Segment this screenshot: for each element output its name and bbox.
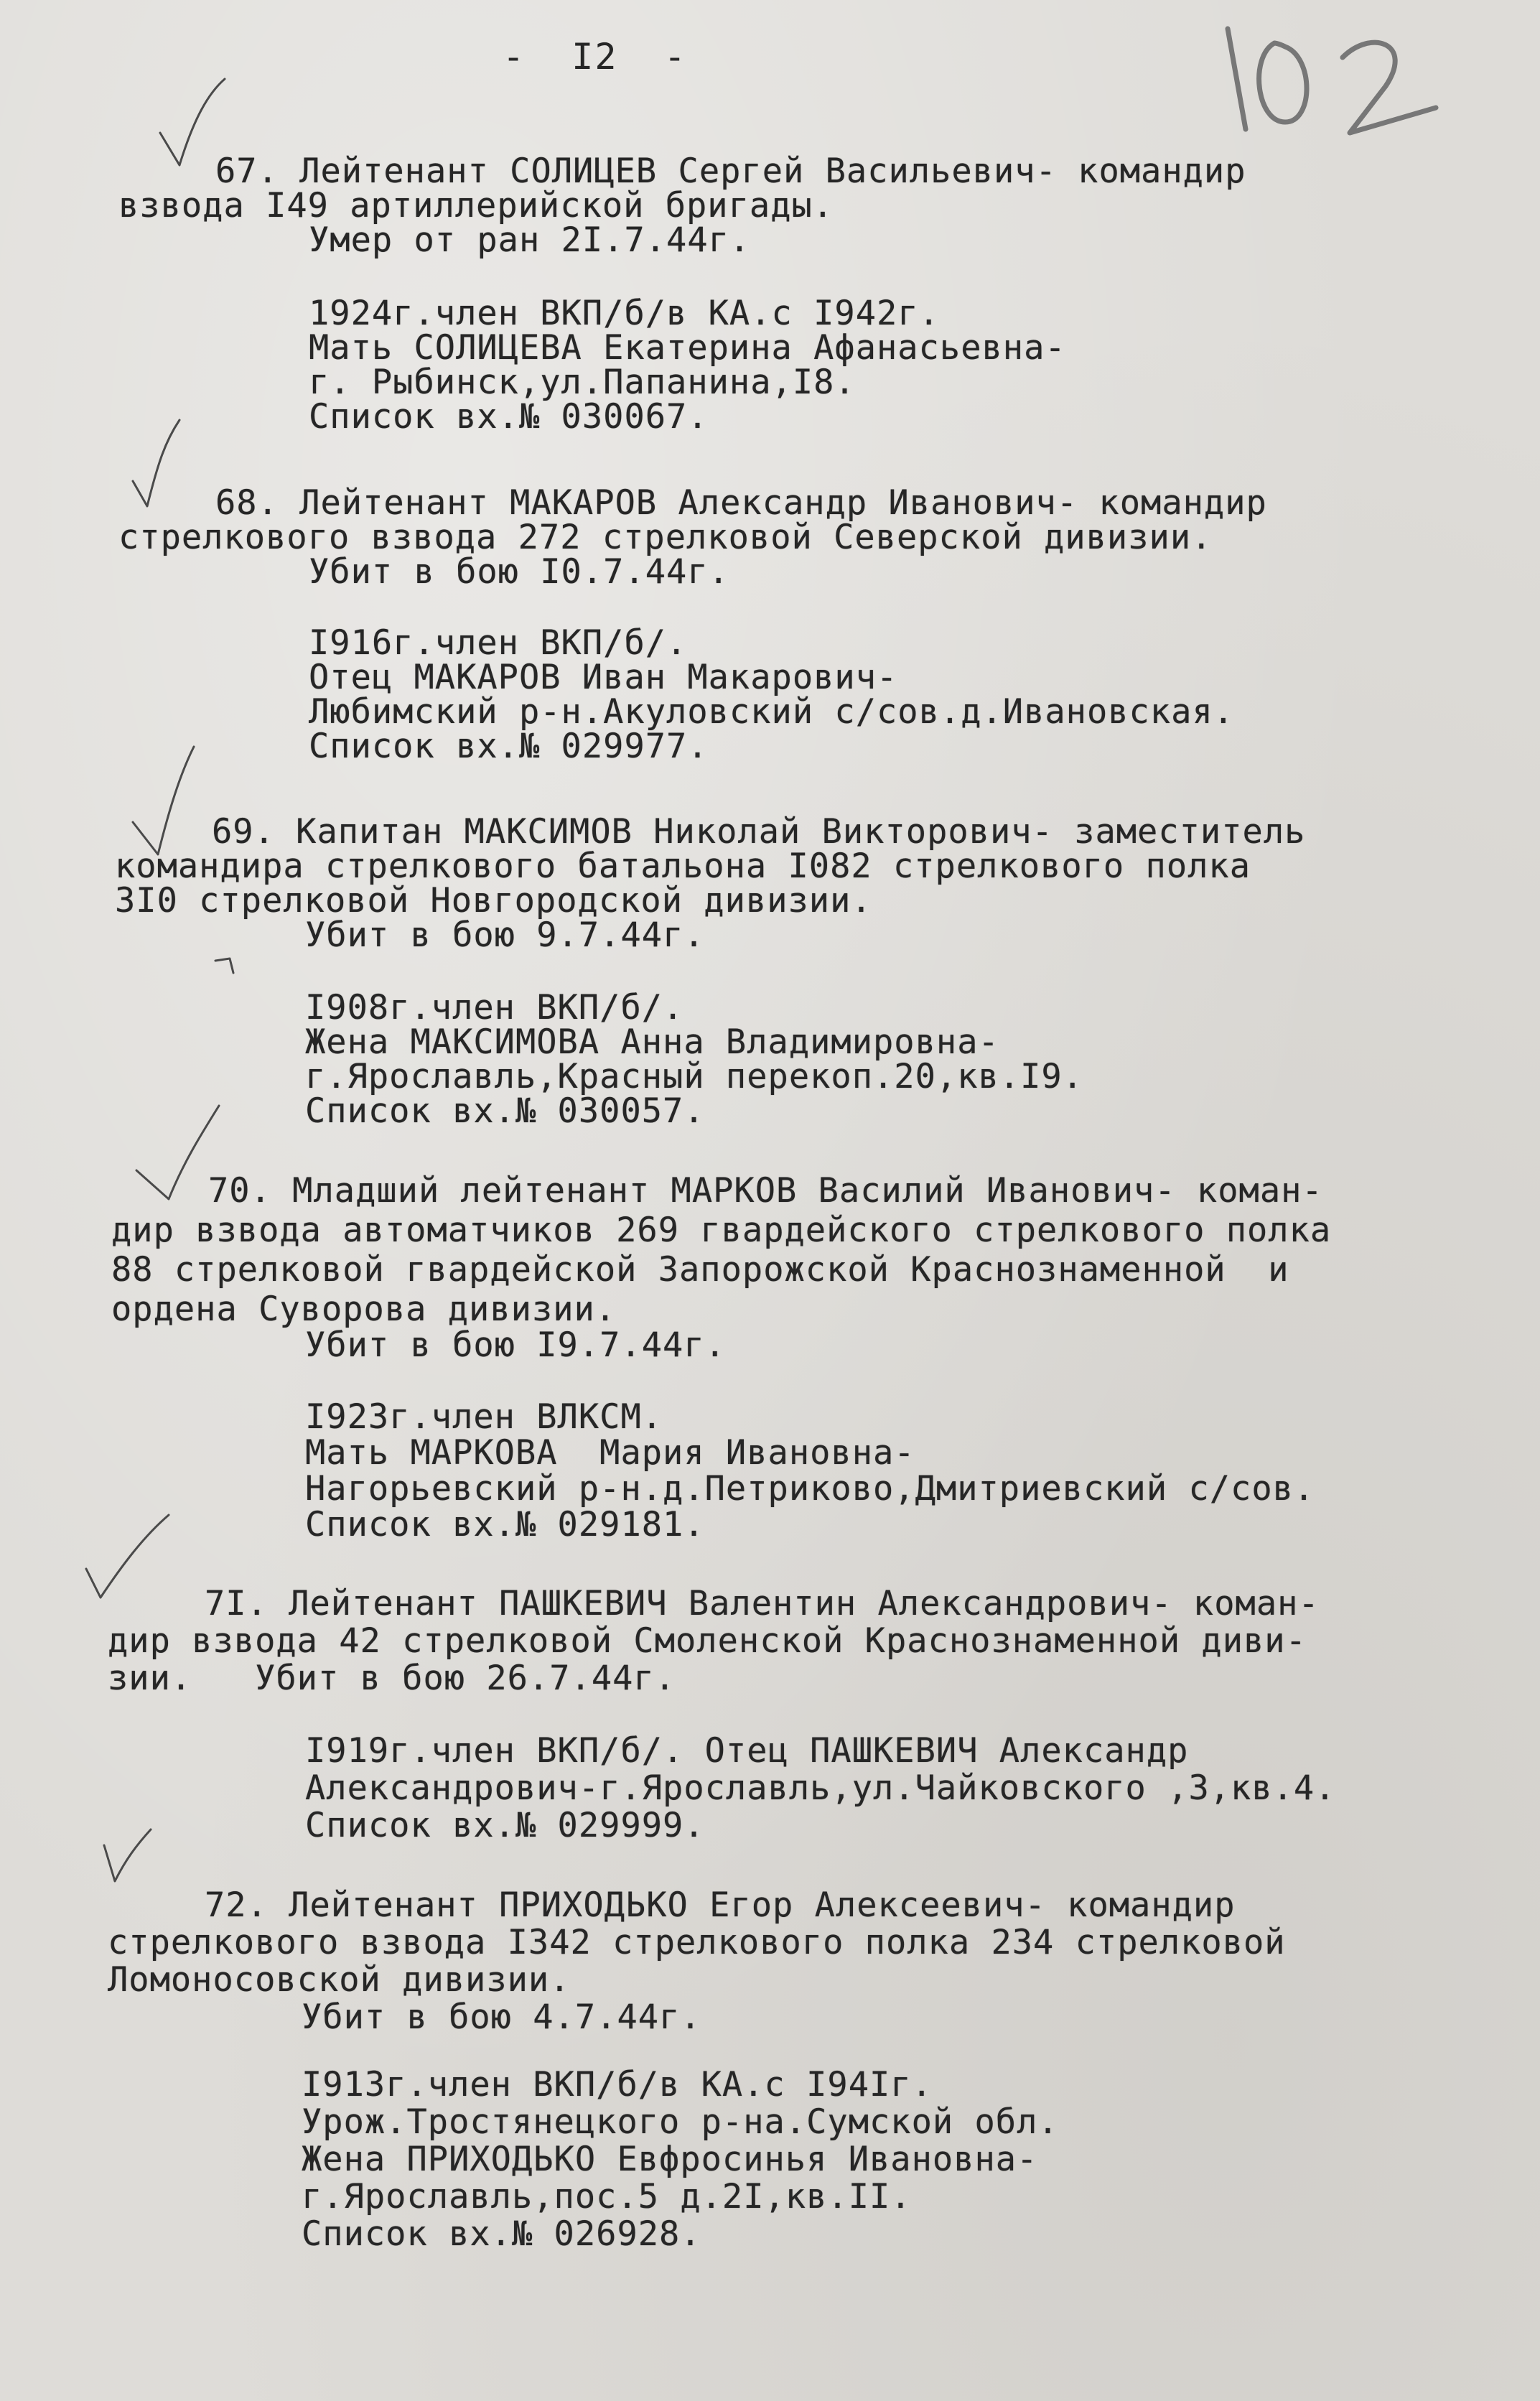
entry-70-line-3: 88 стрелковой гвардейской Запорожской Краснознаменной и (111, 1250, 1289, 1290)
entry-70-line-1: 70. Младший лейтенант МАРКОВ Василий Иванович- коман- (208, 1171, 1323, 1211)
entry-72-line-9: Список вх.№ 026928. (302, 2214, 701, 2254)
entry-70-line-6: I923г.член ВЛКСМ. (305, 1397, 663, 1437)
entry-70-line-5: Убит в бою I9.7.44г. (305, 1325, 726, 1365)
check-mark-icon (129, 740, 201, 862)
entry-72-line-7: Жена ПРИХОДЬКО Евфросинья Ивановна- (302, 2140, 1038, 2179)
entry-71-line-3: зии. Убит в бою 26.7.44г. (108, 1659, 676, 1698)
entry-71-line-1: 7I. Лейтенант ПАШКЕВИЧ Валентин Александрович- коман- (205, 1584, 1320, 1623)
page-number: - I2 - (503, 36, 687, 78)
entry-70-line-7: Мать МАРКОВА Мария Ивановна- (305, 1433, 915, 1473)
entry-67-line-4: 1924г.член ВКП/б/в КА.с I942г. (309, 294, 940, 333)
entry-70-line-8: Нагорьевский р-н.д.Петриково,Дмитриевский с/сов. (305, 1469, 1315, 1509)
entry-67-line-6: г. Рыбинск,ул.Папанина,I8. (309, 363, 856, 402)
entry-69-line-4: Убит в бою 9.7.44г. (305, 915, 705, 955)
entry-71-line-2: дир взвода 42 стрелковой Смоленской Краснознаменной диви- (108, 1621, 1307, 1661)
entry-72-line-8: г.Ярославль,пос.5 д.2I,кв.II. (302, 2177, 912, 2216)
check-mark-icon (129, 413, 194, 513)
archive-number-handwritten (1206, 14, 1465, 151)
entry-72-line-5: I913г.член ВКП/б/в КА.с I94Iг. (302, 2065, 933, 2104)
entry-67-line-3: Умер от ран 2I.7.44г. (309, 220, 751, 260)
check-mark-icon (212, 955, 241, 976)
check-mark-icon (83, 1508, 176, 1608)
entry-72-line-6: Урож.Тростянецкого р-на.Сумской обл. (302, 2102, 1059, 2142)
entry-69-line-1: 69. Капитан МАКСИМОВ Николай Викторович- заместитель (212, 812, 1306, 852)
entry-67-line-1: 67. Лейтенант СОЛИЦЕВ Сергей Васильевич- командир (215, 151, 1246, 191)
entry-68-line-7: Список вх.№ 029977. (309, 727, 709, 766)
entry-69-line-3: 3I0 стрелковой Новгородской дивизии. (115, 881, 872, 920)
entry-69-line-8: Список вх.№ 030057. (305, 1091, 705, 1131)
entry-69-line-5: I908г.член ВКП/б/. (305, 988, 684, 1027)
entry-68-line-1: 68. Лейтенант МАКАРОВ Александр Иванович- командир (215, 483, 1267, 523)
entry-70-line-2: дир взвода автоматчиков 269 гвардейского стрелкового полка (111, 1211, 1332, 1250)
entry-72-line-1: 72. Лейтенант ПРИХОДЬКО Егор Алексеевич- командир (205, 1885, 1236, 1925)
entry-67-line-7: Список вх.№ 030067. (309, 397, 709, 437)
entry-68-line-3: Убит в бою I0.7.44г. (309, 552, 729, 592)
entry-68-line-5: Отец МАКАРОВ Иван Макарович- (309, 658, 898, 697)
entry-69-line-6: Жена МАКСИМОВА Анна Владимировна- (305, 1022, 999, 1062)
entry-67-line-2: взвода I49 артиллерийской бригады. (118, 186, 834, 225)
entry-70-line-9: Список вх.№ 029181. (305, 1505, 705, 1544)
check-mark-icon (101, 1824, 158, 1888)
entry-71-line-4: I919г.член ВКП/б/. Отец ПАШКЕВИЧ Александр (305, 1731, 1189, 1771)
entry-68-line-2: стрелкового взвода 272 стрелковой Северской дивизии. (118, 518, 1213, 557)
entry-68-line-6: Любимский р-н.Акуловский с/сов.д.Ивановская. (309, 692, 1235, 732)
entry-72-line-3: Ломоносовской дивизии. (108, 1960, 571, 2000)
entry-72-line-4: Убит в бою 4.7.44г. (302, 1997, 701, 2037)
entry-72-line-2: стрелкового взвода I342 стрелкового полка 234 стрелковой (108, 1923, 1286, 1962)
entry-70-line-4: ордена Суворова дивизии. (111, 1290, 617, 1329)
entry-69-line-7: г.Ярославль,Красный перекоп.20,кв.I9. (305, 1057, 1083, 1096)
entry-71-line-5: Александрович-г.Ярославль,ул.Чайковского ,3,кв.4. (305, 1768, 1336, 1808)
entry-67-line-5: Мать СОЛИЦЕВА Екатерина Афанасьевна- (309, 328, 1066, 368)
entry-71-line-6: Список вх.№ 029999. (305, 1806, 705, 1845)
entry-69-line-2: командира стрелкового батальона I082 стрелкового полка (115, 847, 1251, 886)
entry-68-line-4: I916г.член ВКП/б/. (309, 623, 688, 663)
